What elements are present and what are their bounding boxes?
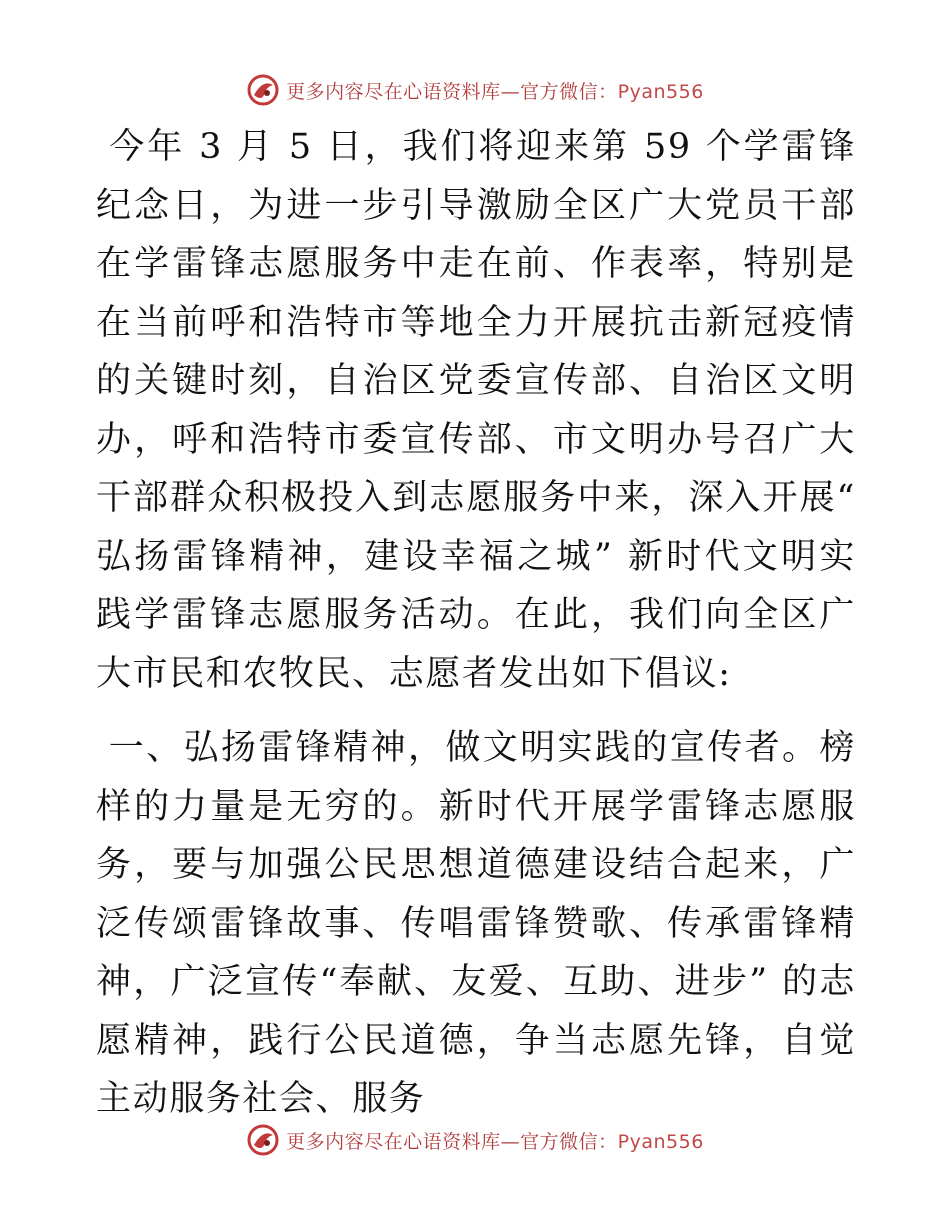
paragraph-intro	[96, 118, 856, 703]
footer-banner	[0, 1120, 950, 1160]
red-swirl-logo-icon	[246, 73, 280, 107]
header-wechat-id: Pyan556	[617, 80, 704, 103]
header-banner	[0, 70, 950, 110]
paragraph-item-one-text: 一、弘扬雷锋精神，做文明实践的宣传者。榜样的力量是无穷的。新时代开展学雷锋志愿服务，要与加强公民思想道德建设结合起来，广泛传颂雷锋故事、传唱雷锋赞歌、传承雷锋精神，广泛宣传“奉献、友爱、互助、进步” 的志愿精神，践行公民道德，争当志愿先锋，自觉主动服务社会、服务	[96, 728, 856, 1119]
paragraph-item-one	[96, 719, 856, 1129]
footer-wechat-id: Pyan556	[617, 1130, 704, 1153]
red-swirl-logo-icon	[246, 1123, 280, 1157]
document-body	[96, 118, 856, 1129]
header-banner-label: 更多内容尽在心语资料库—官方微信：	[286, 80, 618, 103]
paragraph-intro-text: 今年 3 月 5 日，我们将迎来第 59 个学雷锋纪念日，为进一步引导激励全区广大党员干部在学雷锋志愿服务中走在前、作表率，特别是在当前呼和浩特市等地全力开展抗击新冠疫情的关键时刻，自治区党委宣传部、自治区文明办，呼和浩特市委宣传部、市文明办号召广大干部群众积极投入到志愿服务中来，深入开展“ 弘扬雷锋精神，建设幸福之城” 新时代文明实践学雷锋志愿服务活动。在此，我们向全区广大市民和农牧民、志愿者发出如下倡议:	[96, 127, 856, 694]
footer-banner-text	[286, 1127, 704, 1154]
header-banner-text	[286, 77, 704, 104]
footer-banner-label: 更多内容尽在心语资料库—官方微信：	[286, 1130, 618, 1153]
